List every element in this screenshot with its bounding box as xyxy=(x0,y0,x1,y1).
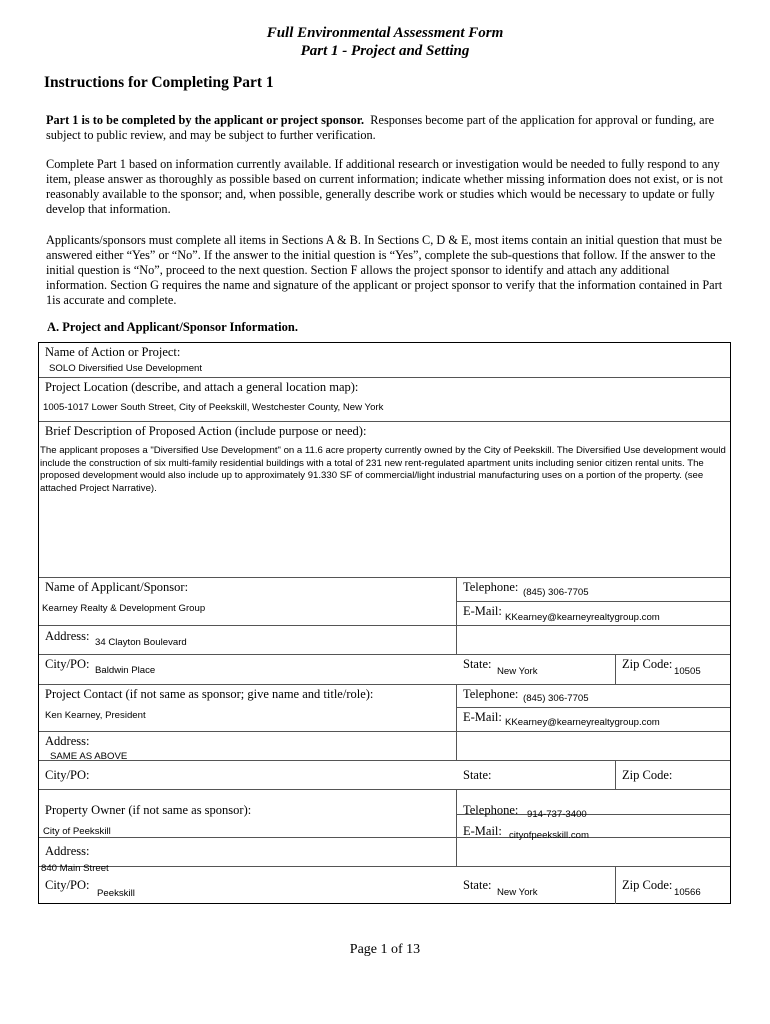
owner-address-label: Address: xyxy=(45,844,90,858)
contact-telephone-label: Telephone: xyxy=(463,687,519,701)
contact-name-field[interactable]: Ken Kearney, President xyxy=(45,710,146,721)
owner-address-field[interactable]: 840 Main Street xyxy=(41,863,109,874)
instructions-paragraph-1-bold: Part 1 is to be completed by the applicant or project sponsor. xyxy=(46,113,365,127)
row-divider xyxy=(39,789,730,790)
name-of-action-field[interactable]: SOLO Diversified Use Development xyxy=(49,363,203,374)
applicant-email-field[interactable]: KKearney@kearneyrealtygroup.com xyxy=(505,612,660,623)
owner-name-field[interactable]: City of Peekskill xyxy=(43,826,111,837)
row-divider xyxy=(39,654,730,655)
applicant-name-field[interactable]: Kearney Realty & Development Group xyxy=(42,603,206,614)
owner-telephone-label: Telephone: xyxy=(463,803,519,817)
row-divider xyxy=(39,625,730,626)
name-of-action-label: Name of Action or Project: xyxy=(45,345,181,359)
contact-address-field[interactable]: SAME AS ABOVE xyxy=(50,751,128,762)
applicant-address-label: Address: xyxy=(45,629,90,643)
owner-state-field[interactable]: New York xyxy=(497,887,538,898)
applicant-name-label: Name of Applicant/Sponsor: xyxy=(45,580,189,594)
row-divider xyxy=(39,577,730,578)
column-divider xyxy=(456,577,457,654)
row-divider xyxy=(39,837,730,838)
row-divider xyxy=(456,601,730,602)
row-divider xyxy=(39,421,730,422)
column-divider xyxy=(615,866,616,904)
contact-email-label: E-Mail: xyxy=(463,710,502,724)
project-location-label: Project Location (describe, and attach a general location map): xyxy=(45,380,359,394)
description-label: Brief Description of Proposed Action (include purpose or need): xyxy=(45,424,367,438)
applicant-telephone-label: Telephone: xyxy=(463,580,519,594)
instructions-paragraph-1-text: Responses become part of the application for approval or funding, are subject to public review, and may be subject to further verification. xyxy=(46,113,715,142)
contact-city-label: City/PO: xyxy=(45,768,90,782)
applicant-city-label: City/PO: xyxy=(45,657,90,671)
section-a-form xyxy=(38,342,731,904)
owner-email-field[interactable]: cityofpeekskill.com xyxy=(509,830,589,841)
form-title: Full Environmental Assessment Form xyxy=(266,25,504,41)
applicant-state-label: State: xyxy=(463,657,492,671)
contact-state-label: State: xyxy=(463,768,492,782)
row-divider xyxy=(39,866,730,867)
project-location-field[interactable]: 1005-1017 Lower South Street, City of Peekskill, Westchester County, New York xyxy=(43,402,384,413)
owner-zip-field[interactable]: 10566 xyxy=(674,887,701,898)
description-field[interactable]: The applicant proposes a "Diversified Use Development" on a 11.6 acre property currently owned by the City of Peekskill. The Diversified Use development would include the construction of six multi-family residential buildings with a total of 231 new rent-regulated apartment units including senior citizen rental units. The proposed development would also include up to approximately 91.330 SF of commercial/light industrial manufacturing uses on a portion of the property. (see attached Project Narrative). xyxy=(40,445,726,494)
column-divider xyxy=(456,789,457,866)
owner-name-label: Property Owner (if not same as sponsor): xyxy=(45,803,252,817)
row-divider xyxy=(456,707,730,708)
contact-address-label: Address: xyxy=(45,734,90,748)
owner-city-field[interactable]: Peekskill xyxy=(97,888,135,899)
applicant-state-field[interactable]: New York xyxy=(497,666,538,677)
row-divider xyxy=(39,377,730,378)
instructions-heading: Instructions for Completing Part 1 xyxy=(44,74,274,91)
applicant-city-field[interactable]: Baldwin Place xyxy=(95,665,156,676)
column-divider xyxy=(456,684,457,760)
instructions-paragraph-1 xyxy=(46,113,726,143)
applicant-address-field[interactable]: 34 Clayton Boulevard xyxy=(95,637,187,648)
row-divider xyxy=(39,731,730,732)
row-divider xyxy=(39,684,730,685)
owner-zip-label: Zip Code: xyxy=(622,878,673,892)
contact-name-label: Project Contact (if not same as sponsor; give name and title/role): xyxy=(45,687,374,701)
owner-city-label: City/PO: xyxy=(45,878,90,892)
applicant-zip-field[interactable]: 10505 xyxy=(674,666,701,677)
owner-email-label: E-Mail: xyxy=(463,824,502,838)
owner-telephone-field[interactable]: 914-737-3400 xyxy=(527,809,587,820)
applicant-telephone-field[interactable]: (845) 306-7705 xyxy=(523,587,589,598)
instructions-paragraph-3: Applicants/sponsors must complete all items in Sections A & B. In Sections C, D & E, most items contain an initial question that must be answered either “Yes” or “No”. If the answer to the initial question is “Yes”, complete the sub-questions that follow. If the answer to the initial question is “No”, proceed to the next question. Section F allows the project sponsor to identify and attach any additional information. Section G requires the name and signature of the applicant or project sponsor to verify that the information contained in Part 1is accurate and complete. xyxy=(46,233,723,307)
contact-zip-label: Zip Code: xyxy=(622,768,673,782)
column-divider xyxy=(615,760,616,789)
contact-email-field[interactable]: KKearney@kearneyrealtygroup.com xyxy=(505,717,660,728)
instructions-paragraph-2: Complete Part 1 based on information currently available. If additional research or investigation would be needed to fully respond to any item, please answer as thoroughly as possible based on current information; indicate whether missing information does not exist, or is not reasonably available to the sponsor; and, when possible, generally describe work or studies which would be necessary to update or fully develop that information. xyxy=(46,157,723,216)
section-a-heading: A. Project and Applicant/Sponsor Information. xyxy=(47,320,298,334)
row-divider xyxy=(39,760,730,761)
owner-state-label: State: xyxy=(463,878,492,892)
column-divider xyxy=(615,654,616,684)
applicant-zip-label: Zip Code: xyxy=(622,657,673,671)
applicant-email-label: E-Mail: xyxy=(463,604,502,618)
contact-telephone-field[interactable]: (845) 306-7705 xyxy=(523,693,589,704)
form-subtitle: Part 1 - Project and Setting xyxy=(300,43,470,59)
page-number: Page 1 of 13 xyxy=(349,942,421,957)
